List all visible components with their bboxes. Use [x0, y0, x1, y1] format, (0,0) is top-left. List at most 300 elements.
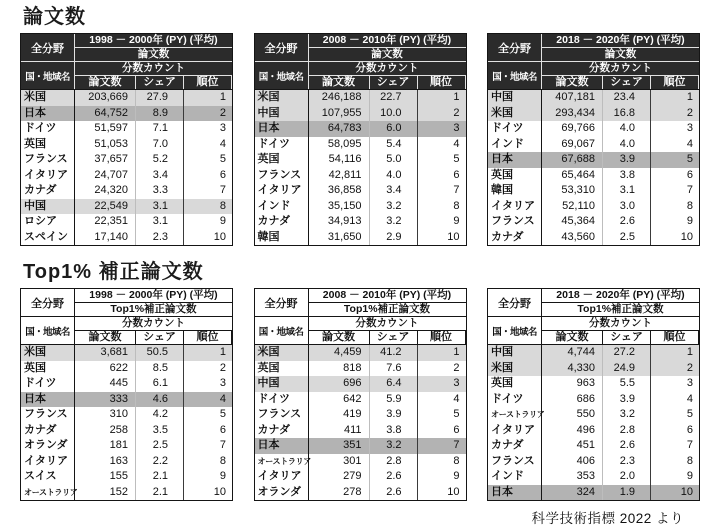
cell-rank: 8: [219, 199, 226, 212]
cell-rank: 6: [453, 168, 460, 181]
cell-country: 英国: [21, 137, 75, 153]
cell-rank: 6: [686, 423, 693, 436]
table-row: [21, 90, 232, 106]
cell-rank: 4: [686, 137, 693, 150]
cell-country: ドイツ: [488, 392, 542, 408]
cell-rank: 3: [686, 377, 693, 389]
cell-country: イタリア: [255, 469, 309, 485]
cell-rank: 3: [219, 377, 226, 389]
header-fractional-count-label: 分数カウント: [542, 317, 699, 330]
cell-share: 3.9: [370, 407, 418, 423]
cell-country: カナダ: [488, 230, 542, 246]
header-top-band: [21, 34, 232, 61]
column-header-papers: 論文数: [309, 76, 369, 89]
cell-rank: 4: [686, 392, 693, 405]
table-body: [21, 345, 232, 500]
column-header-share: シェア: [136, 76, 183, 89]
cell-country: フランス: [255, 407, 309, 423]
cell-country: 韓国: [255, 230, 309, 246]
column-header-rank: 順位: [418, 76, 465, 89]
table-row: [21, 407, 232, 423]
column-header-papers: 論文数: [542, 331, 602, 344]
header-all-fields-label: 全分野: [255, 34, 308, 61]
cell-rank: 10: [680, 485, 693, 498]
table-row: [255, 152, 466, 168]
header-fractional-count-label: 分数カウント: [75, 62, 232, 75]
cell-papers: 411: [309, 423, 370, 439]
cell-rank: 4: [453, 392, 460, 405]
cell-share: 3.2: [603, 407, 651, 423]
table-row: [488, 469, 699, 485]
cell-papers: 17,140: [75, 230, 136, 246]
cell-share: 3.8: [603, 168, 651, 184]
header-period-label: 2008 － 2010年 (PY) (平均): [309, 289, 466, 302]
table-row: [21, 485, 232, 501]
header-fractional-count-label: 分数カウント: [75, 317, 232, 330]
column-header-share: シェア: [136, 331, 183, 344]
table-row: [21, 168, 232, 184]
cell-country: イタリア: [21, 454, 75, 470]
cell-rank: 7: [686, 439, 693, 451]
data-table: [20, 288, 233, 501]
cell-country: フランス: [488, 454, 542, 470]
cell-papers: 622: [75, 361, 136, 377]
cell-share: 3.9: [603, 392, 651, 408]
section-papers: [20, 5, 700, 246]
header-all-fields-label: 全分野: [488, 289, 541, 316]
cell-papers: 24,320: [75, 183, 136, 199]
cell-rank: 9: [686, 470, 693, 482]
column-header-share: シェア: [603, 331, 650, 344]
header-period-label: 1998 － 2000年 (PY) (平均): [75, 34, 232, 47]
cell-country: 英国: [255, 361, 309, 377]
table-row: [21, 361, 232, 377]
cell-rank: 3: [219, 122, 226, 134]
table-row: [255, 121, 466, 137]
table-body: [255, 345, 466, 500]
header-top-band: [488, 289, 699, 316]
cell-papers: 53,310: [542, 183, 603, 199]
cell-rank: 2: [686, 361, 693, 374]
cell-country: フランス: [255, 168, 309, 184]
cell-country: 英国: [21, 361, 75, 377]
cell-rank: 6: [219, 168, 226, 181]
cell-papers: 64,783: [309, 121, 370, 137]
cell-share: 4.6: [136, 392, 184, 408]
table-row: [255, 183, 466, 199]
cell-papers: 963: [542, 376, 603, 392]
table-row: [21, 423, 232, 439]
header-bottom-band: [21, 317, 232, 344]
header-country-label: 国・地域名: [21, 317, 74, 344]
cell-rank: 7: [686, 184, 693, 196]
cell-rank: 1: [686, 346, 693, 358]
cell-share: 2.6: [603, 214, 651, 230]
cell-papers: 445: [75, 376, 136, 392]
cell-share: 3.2: [370, 438, 418, 454]
cell-papers: 278: [309, 485, 370, 501]
cell-country: 中国: [488, 345, 542, 361]
cell-papers: 37,657: [75, 152, 136, 168]
table-row: [255, 438, 466, 454]
cell-country: 日本: [21, 392, 75, 408]
cell-papers: 51,597: [75, 121, 136, 137]
cell-papers: 407,181: [542, 90, 603, 106]
cell-share: 7.6: [370, 361, 418, 377]
header-period-label: 2018 － 2020年 (PY) (平均): [542, 34, 699, 47]
cell-share: 24.9: [603, 361, 651, 377]
column-header-rank: 順位: [651, 331, 698, 344]
cell-papers: 4,330: [542, 361, 603, 377]
cell-rank: 8: [686, 199, 693, 212]
cell-papers: 163: [75, 454, 136, 470]
column-header-papers: 論文数: [75, 76, 135, 89]
cell-rank: 3: [686, 122, 693, 134]
cell-share: 2.6: [603, 438, 651, 454]
cell-country: 中国: [21, 199, 75, 215]
table-header: [21, 289, 232, 345]
source-note: 科学技術指標 2022 より: [531, 511, 684, 526]
header-country-label: 国・地域名: [255, 62, 308, 89]
table-row: [488, 454, 699, 470]
cell-country: カナダ: [21, 423, 75, 439]
cell-share: 3.9: [603, 152, 651, 168]
table-row: [488, 230, 699, 246]
table-row: [488, 121, 699, 137]
table-row: [255, 90, 466, 106]
table-row: [488, 438, 699, 454]
section-title-top1-percent: Top1% 補正論文数: [23, 261, 204, 283]
table-row: [21, 199, 232, 215]
cell-rank: 2: [219, 361, 226, 374]
cell-share: 2.3: [603, 454, 651, 470]
column-header-share: シェア: [370, 76, 417, 89]
table-row: [255, 361, 466, 377]
header-bottom-band: [488, 62, 699, 89]
table-row: [21, 376, 232, 392]
cell-country: オーストラリア: [255, 454, 309, 470]
cell-share: 8.5: [136, 361, 184, 377]
cell-country: ロシア: [21, 214, 75, 230]
cell-rank: 9: [453, 470, 460, 482]
cell-share: 22.7: [370, 90, 418, 106]
header-country-label: 国・地域名: [255, 317, 308, 344]
table-row: [255, 230, 466, 246]
cell-rank: 4: [219, 137, 226, 150]
cell-share: 2.9: [370, 230, 418, 246]
data-table: [254, 288, 467, 501]
data-table: [487, 288, 700, 501]
cell-country: イタリア: [488, 423, 542, 439]
cell-rank: 1: [453, 91, 460, 103]
cell-papers: 642: [309, 392, 370, 408]
cell-papers: 65,464: [542, 168, 603, 184]
cell-country: スペイン: [21, 230, 75, 246]
table-row: [255, 392, 466, 408]
cell-share: 16.8: [603, 106, 651, 122]
cell-share: 5.5: [603, 376, 651, 392]
header-top-band: [255, 34, 466, 61]
cell-papers: 246,188: [309, 90, 370, 106]
cell-rank: 8: [453, 199, 460, 212]
cell-share: 27.9: [136, 90, 184, 106]
header-all-fields-label: 全分野: [488, 34, 541, 61]
cell-papers: 152: [75, 485, 136, 501]
cell-rank: 5: [453, 408, 460, 420]
header-fractional-count-label: 分数カウント: [309, 62, 466, 75]
cell-papers: 67,688: [542, 152, 603, 168]
cell-country: 日本: [21, 106, 75, 122]
cell-papers: 64,752: [75, 106, 136, 122]
column-header-rank: 順位: [184, 76, 231, 89]
cell-country: 米国: [21, 90, 75, 106]
cell-share: 4.0: [603, 121, 651, 137]
cell-papers: 310: [75, 407, 136, 423]
cell-papers: 155: [75, 469, 136, 485]
cell-country: ドイツ: [21, 376, 75, 392]
cell-papers: 45,364: [542, 214, 603, 230]
cell-papers: 258: [75, 423, 136, 439]
cell-country: 中国: [255, 106, 309, 122]
table-row: [255, 376, 466, 392]
cell-papers: 818: [309, 361, 370, 377]
data-table: [20, 33, 233, 246]
cell-country: オランダ: [255, 485, 309, 501]
cell-country: スイス: [21, 469, 75, 485]
cell-papers: 696: [309, 376, 370, 392]
cell-country: 米国: [255, 345, 309, 361]
cell-share: 2.5: [603, 230, 651, 246]
cell-papers: 42,811: [309, 168, 370, 184]
cell-share: 2.5: [136, 438, 184, 454]
cell-share: 5.9: [370, 392, 418, 408]
cell-rank: 3: [453, 377, 460, 389]
cell-rank: 3: [453, 122, 460, 134]
table-row: [21, 214, 232, 230]
cell-country: ドイツ: [255, 392, 309, 408]
cell-share: 1.9: [603, 485, 651, 501]
cell-rank: 4: [453, 137, 460, 150]
header-fractional-count-label: 分数カウント: [542, 62, 699, 75]
table-row: [255, 137, 466, 153]
cell-country: カナダ: [255, 423, 309, 439]
cell-country: フランス: [21, 407, 75, 423]
cell-share: 3.1: [136, 214, 184, 230]
cell-papers: 35,150: [309, 199, 370, 215]
cell-rank: 9: [453, 215, 460, 227]
table-row: [488, 376, 699, 392]
table-row: [21, 137, 232, 153]
cell-share: 3.2: [370, 214, 418, 230]
data-table: [254, 33, 467, 246]
cell-country: カナダ: [488, 438, 542, 454]
tables-row-1: [20, 288, 700, 501]
column-header-papers: 論文数: [309, 331, 369, 344]
cell-papers: 451: [542, 438, 603, 454]
cell-country: イタリア: [488, 199, 542, 215]
cell-share: 2.0: [603, 469, 651, 485]
cell-share: 4.2: [136, 407, 184, 423]
cell-papers: 107,955: [309, 106, 370, 122]
cell-share: 27.2: [603, 345, 651, 361]
table-row: [488, 183, 699, 199]
cell-rank: 2: [686, 106, 693, 119]
cell-rank: 1: [686, 91, 693, 103]
cell-share: 2.3: [136, 230, 184, 246]
table-row: [255, 168, 466, 184]
cell-papers: 31,650: [309, 230, 370, 246]
cell-country: イタリア: [21, 168, 75, 184]
table-row: [21, 469, 232, 485]
cell-papers: 69,067: [542, 137, 603, 153]
cell-share: 2.8: [370, 454, 418, 470]
cell-papers: 496: [542, 423, 603, 439]
cell-rank: 2: [453, 106, 460, 119]
cell-country: 日本: [255, 438, 309, 454]
cell-rank: 10: [447, 230, 460, 243]
cell-rank: 1: [219, 91, 226, 103]
column-header-rank: 順位: [651, 76, 698, 89]
cell-country: ドイツ: [488, 121, 542, 137]
cell-country: ドイツ: [21, 121, 75, 137]
table-row: [488, 392, 699, 408]
cell-rank: 5: [219, 153, 226, 165]
data-table: [487, 33, 700, 246]
table-row: [488, 106, 699, 122]
tables-row-0: [20, 33, 700, 246]
table-row: [255, 199, 466, 215]
section-top1-percent: [20, 260, 700, 501]
cell-rank: 2: [219, 106, 226, 119]
table-row: [21, 183, 232, 199]
cell-rank: 7: [453, 439, 460, 451]
cell-country: インド: [488, 137, 542, 153]
cell-papers: 69,766: [542, 121, 603, 137]
cell-papers: 279: [309, 469, 370, 485]
cell-papers: 22,549: [75, 199, 136, 215]
column-header-rank: 順位: [184, 331, 231, 344]
table-row: [488, 423, 699, 439]
cell-share: 41.2: [370, 345, 418, 361]
cell-rank: 10: [213, 230, 226, 243]
cell-rank: 8: [219, 454, 226, 467]
table-body: [21, 90, 232, 245]
cell-rank: 6: [686, 168, 693, 181]
header-top-band: [255, 289, 466, 316]
cell-rank: 10: [213, 485, 226, 498]
cell-rank: 9: [219, 470, 226, 482]
table-row: [488, 199, 699, 215]
cell-country: インド: [488, 469, 542, 485]
cell-country: 米国: [255, 90, 309, 106]
cell-country: 中国: [255, 376, 309, 392]
cell-share: 8.9: [136, 106, 184, 122]
cell-rank: 8: [453, 454, 460, 467]
header-all-fields-label: 全分野: [21, 289, 74, 316]
cell-papers: 34,913: [309, 214, 370, 230]
table-row: [21, 392, 232, 408]
cell-papers: 3,681: [75, 345, 136, 361]
cell-rank: 5: [686, 153, 693, 165]
cell-rank: 7: [453, 184, 460, 196]
cell-papers: 419: [309, 407, 370, 423]
cell-country: 日本: [255, 121, 309, 137]
table-row: [488, 137, 699, 153]
cell-papers: 36,858: [309, 183, 370, 199]
header-bottom-band: [488, 317, 699, 344]
table-header: [255, 34, 466, 90]
cell-share: 5.2: [136, 152, 184, 168]
table-row: [488, 168, 699, 184]
table-row: [255, 345, 466, 361]
table-row: [21, 454, 232, 470]
cell-share: 6.1: [136, 376, 184, 392]
cell-rank: 2: [453, 361, 460, 374]
cell-papers: 351: [309, 438, 370, 454]
cell-country: フランス: [21, 152, 75, 168]
cell-country: 日本: [488, 152, 542, 168]
cell-country: 韓国: [488, 183, 542, 199]
column-header-share: シェア: [603, 76, 650, 89]
cell-rank: 7: [219, 439, 226, 451]
cell-papers: 58,095: [309, 137, 370, 153]
table-row: [255, 106, 466, 122]
cell-share: 3.3: [136, 183, 184, 199]
cell-share: 2.1: [136, 485, 184, 501]
table-row: [255, 214, 466, 230]
table-row: [21, 230, 232, 246]
table-row: [21, 345, 232, 361]
column-header-papers: 論文数: [542, 76, 602, 89]
header-country-label: 国・地域名: [21, 62, 74, 89]
cell-country: 中国: [488, 90, 542, 106]
cell-share: 5.4: [370, 137, 418, 153]
cell-share: 3.8: [370, 423, 418, 439]
cell-papers: 203,669: [75, 90, 136, 106]
cell-country: イタリア: [255, 183, 309, 199]
table-header: [488, 289, 699, 345]
header-metric-label: Top1%補正論文数: [75, 303, 232, 316]
cell-rank: 8: [686, 454, 693, 467]
cell-country: オーストラリア: [488, 407, 542, 423]
header-period-label: 1998 － 2000年 (PY) (平均): [75, 289, 232, 302]
cell-papers: 43,560: [542, 230, 603, 246]
cell-share: 7.0: [136, 137, 184, 153]
cell-share: 10.0: [370, 106, 418, 122]
cell-country: ドイツ: [255, 137, 309, 153]
cell-papers: 52,110: [542, 199, 603, 215]
table-header: [488, 34, 699, 90]
cell-rank: 1: [219, 346, 226, 358]
table-row: [255, 407, 466, 423]
cell-share: 7.1: [136, 121, 184, 137]
header-bottom-band: [255, 317, 466, 344]
cell-share: 6.4: [370, 376, 418, 392]
cell-papers: 54,116: [309, 152, 370, 168]
column-header-papers: 論文数: [75, 331, 135, 344]
header-all-fields-label: 全分野: [255, 289, 308, 316]
cell-share: 3.5: [136, 423, 184, 439]
cell-papers: 4,744: [542, 345, 603, 361]
cell-share: 3.1: [136, 199, 184, 215]
cell-country: オランダ: [21, 438, 75, 454]
cell-share: 3.2: [370, 199, 418, 215]
cell-country: 英国: [488, 376, 542, 392]
cell-country: 米国: [488, 106, 542, 122]
header-bottom-band: [255, 62, 466, 89]
cell-country: オーストラリア: [21, 485, 75, 501]
table-row: [21, 438, 232, 454]
